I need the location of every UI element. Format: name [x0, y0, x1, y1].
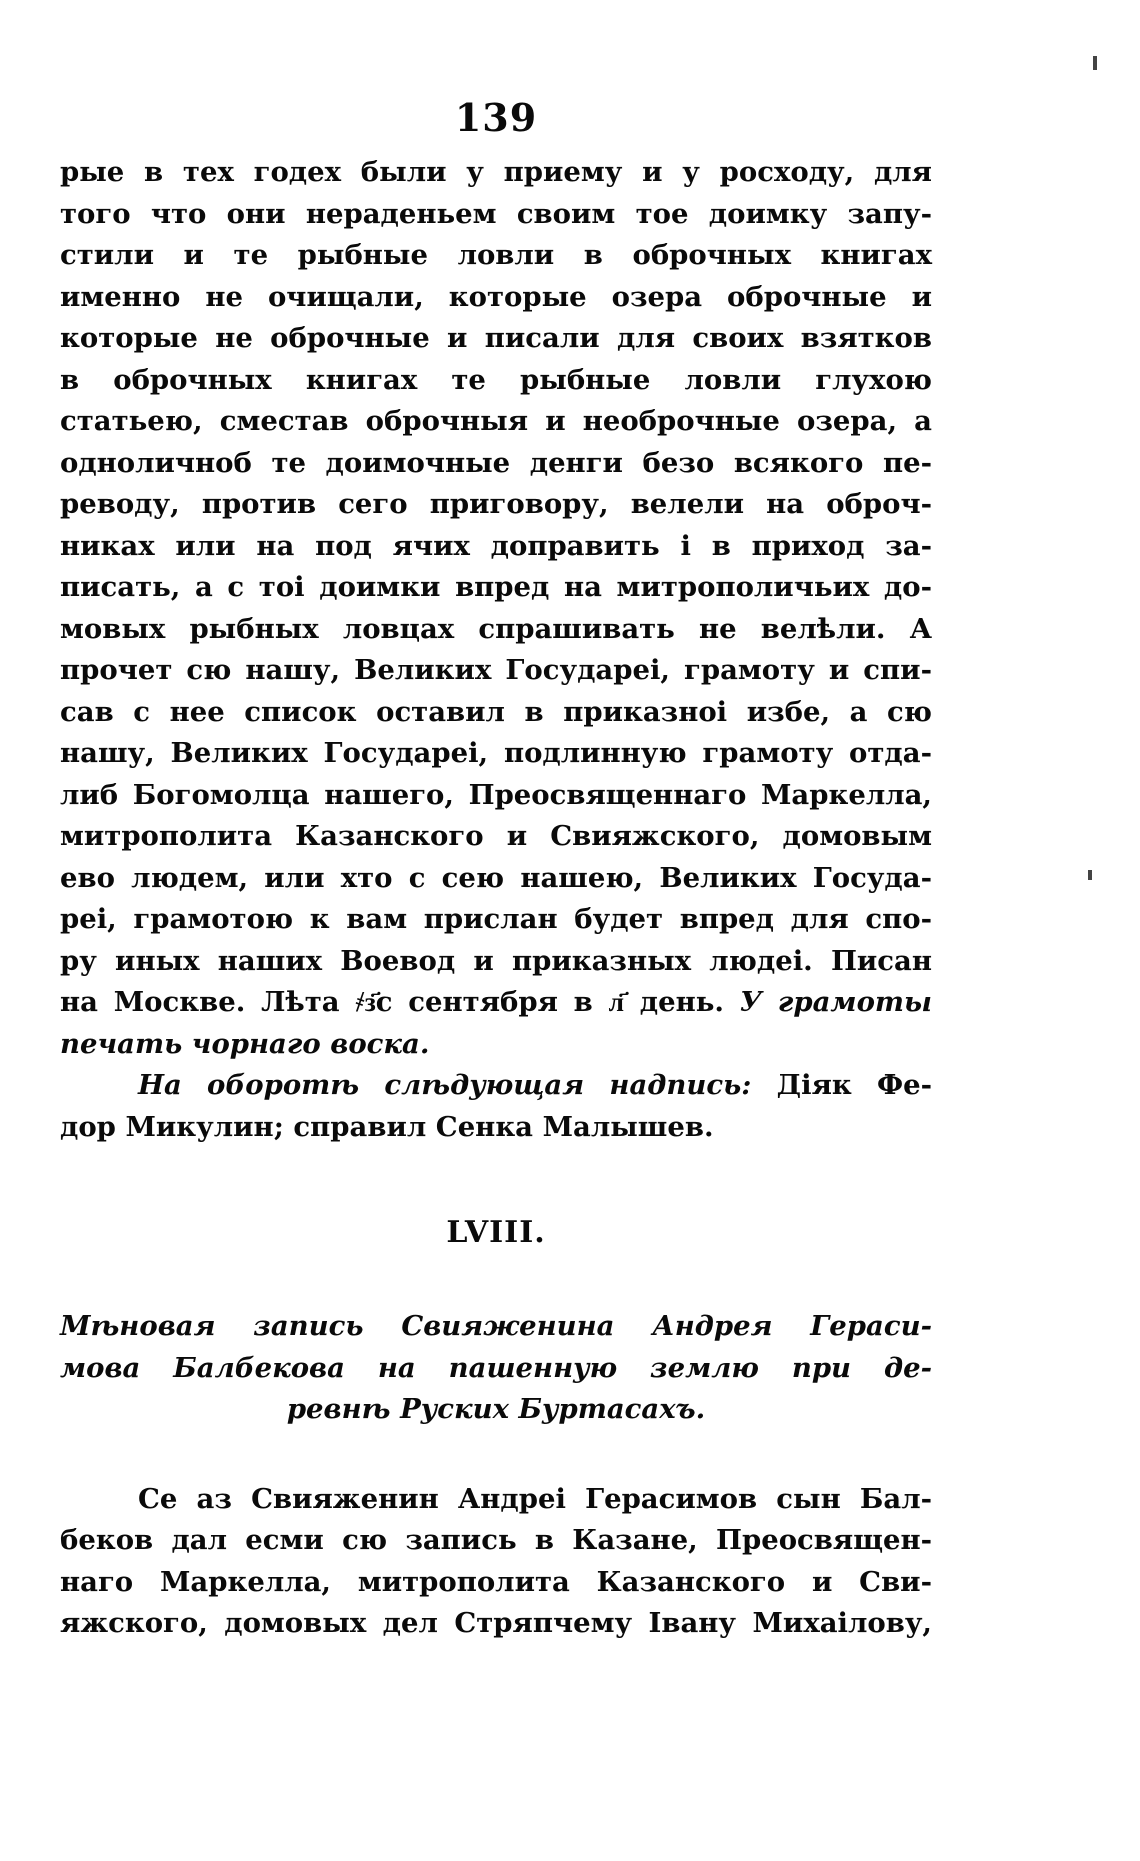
text-line: того что они нераденьем своим тое доимку запу-	[60, 197, 932, 230]
reverse-inscription-lead: На оборотѣ слѣдующая надпись:	[138, 1069, 752, 1101]
scan-speck	[1093, 56, 1097, 70]
text-line: именно не очищали, которые озера оброчные и	[60, 280, 932, 313]
text-line: одноличноб те доимочные денги безо всякого пе-	[60, 446, 932, 479]
text-line: рые в тех годех были у приему и у росходу, для	[60, 156, 932, 188]
text-line: яжского, домовых дел Стряпчему Івану Михаілову,	[60, 1607, 932, 1639]
text-line: беков дал есми сю запись в Казане, Преосвящен-	[60, 1524, 932, 1556]
seal-note-start: У грамоты	[739, 986, 932, 1018]
text-line: статьею, сместав оброчныя и необрочные озера, а	[60, 405, 932, 437]
seal-note-end: печать чорнаго воска.	[60, 1027, 430, 1060]
text-line: прочет сю нашу, Великих Государеі, грамоту и спи-	[60, 654, 932, 686]
title-line: ревнѣ Руских Буртасахъ.	[286, 1393, 706, 1425]
text-line: наго Маркелла, митрополита Казанского и Сви-	[60, 1565, 932, 1598]
text-line: либ Богомолца нашего, Преосвященнаго Маркелла,	[60, 778, 932, 811]
document-title	[60, 1306, 932, 1431]
text-line: сав с нее список оставил в приказноі избе, а сю	[60, 695, 932, 728]
reverse-inscription-line	[60, 1065, 932, 1107]
title-line: Мѣновая запись Свияженина Андрея Гераси-	[60, 1310, 932, 1342]
text-line: ево людем, или хто с сею нашею, Великих Госуда-	[60, 861, 932, 894]
book-page	[60, 92, 932, 1645]
text-line: стили и те рыбные ловли в оброчных книгах	[60, 239, 932, 271]
text-line: реводу, против сего приговору, велели на оброч-	[60, 488, 932, 520]
date-text: на Москве. Лѣта ҂з҃с сентября в л҃ день.	[60, 986, 724, 1018]
text-line: Се аз Свияженин Андреі Герасимов сын Бал-	[138, 1482, 932, 1515]
title-line: мова Балбекова на пашенную землю при де-	[60, 1351, 932, 1384]
paragraph-charter-text	[60, 152, 932, 1065]
text-line: нашу, Великих Государеі, подлинную грамоту отда-	[60, 737, 932, 769]
text-line: реі, грамотою к вам прислан будет впред для спо-	[60, 903, 932, 935]
text-line: в оброчных книгах те рыбные ловли глухою	[60, 363, 932, 396]
text-line: мовых рыбных ловцах спрашивать не велѣли. А	[60, 612, 932, 645]
page-number: 139	[454, 95, 538, 140]
text-line: ру иных наших Воевод и приказных людеі. Писан	[60, 944, 932, 977]
text-line: которые не оброчные и писали для своих взятков	[60, 322, 932, 354]
paragraph-exchange-deed	[60, 1479, 932, 1645]
reverse-inscription-name: Діяк Фе-	[776, 1069, 932, 1101]
text-line: писать, а с тоі доимки впред на митрополичьих до-	[60, 571, 932, 603]
text-line: митрополита Казанского и Свияжского, домовым	[60, 820, 932, 852]
section-number: LVIII.	[446, 1215, 546, 1250]
reverse-inscription-end: дор Микулин; справил Сенка Малышев.	[60, 1110, 714, 1143]
scan-speck	[1088, 870, 1092, 880]
text-line-with-date	[60, 982, 932, 1024]
text-line: никах или на под ячих доправить і в приход за-	[60, 529, 932, 562]
